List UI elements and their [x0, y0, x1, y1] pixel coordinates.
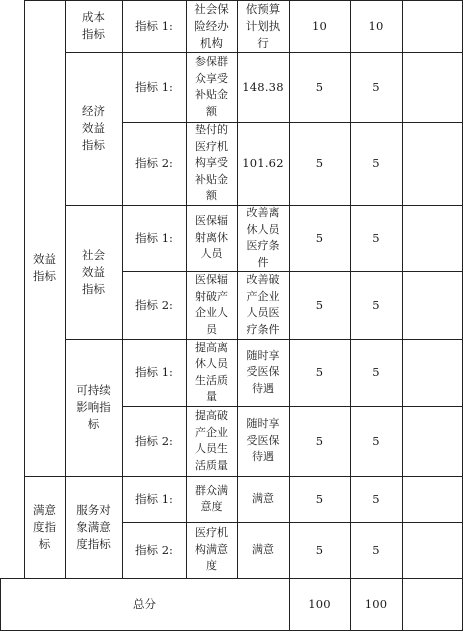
indicator-target: 改善破 产企业 人员医 疗条件 — [246, 273, 280, 336]
indicator-description: 群众满 意度 — [195, 483, 228, 513]
indicator-label: 指标 1: — [135, 18, 173, 33]
indicator-description: 医疗机 构满意 度 — [195, 526, 228, 573]
tier2-cost: 成本 指标 — [82, 10, 105, 41]
indicator-score: 5 — [372, 542, 380, 557]
indicator-weight: 5 — [315, 365, 324, 379]
indicator-label: 指标 2: — [135, 542, 173, 557]
indicator-score: 5 — [372, 230, 380, 245]
indicator-description: 医保辐 射离休 人员 — [195, 214, 228, 261]
indicator-label: 指标 2: — [135, 297, 173, 312]
indicator-target: 随时享 受医保 待遇 — [246, 348, 280, 395]
indicator-target: 改善离 休人员 医疗条 件 — [246, 206, 280, 269]
indicator-weight: 5 — [315, 297, 324, 312]
grid-line — [462, 0, 463, 631]
indicator-target: 依预算 计划执 行 — [245, 1, 281, 50]
tier1-satisfaction: 满意 度指 标 — [33, 502, 56, 551]
indicator-label: 指标 1: — [135, 230, 173, 245]
indicator-target: 101.62 — [242, 156, 284, 170]
indicator-score: 5 — [372, 433, 380, 448]
total-weight: 100 — [308, 596, 331, 611]
total-label: 总分 — [133, 596, 156, 611]
indicator-score: 5 — [372, 156, 380, 170]
indicator-target: 满意 — [252, 542, 274, 556]
indicator-target: 随时享 受医保 待遇 — [246, 417, 280, 464]
indicator-weight: 10 — [311, 18, 328, 33]
indicator-score: 5 — [372, 365, 380, 379]
indicator-label: 指标 1: — [135, 491, 173, 506]
tier2-economic: 经济 效益 指标 — [82, 104, 105, 152]
indicator-target: 148.38 — [242, 79, 284, 94]
tier2-sustainable: 可持续 影响指 标 — [76, 383, 111, 431]
indicator-target: 满意 — [252, 491, 274, 505]
indicator-weight: 5 — [315, 230, 324, 245]
indicator-score: 5 — [372, 297, 380, 312]
indicator-description: 医保辐 射破产 企业人 员 — [195, 273, 228, 336]
indicator-weight: 5 — [315, 433, 324, 448]
indicator-weight: 5 — [315, 79, 324, 94]
grid-line — [402, 0, 403, 631]
indicator-label: 指标 2: — [135, 433, 173, 448]
indicator-description: 参保群 众享受 补贴金 额 — [195, 55, 228, 118]
indicator-label: 指标 2: — [135, 156, 173, 170]
indicator-score: 5 — [372, 79, 380, 94]
indicator-weight: 5 — [315, 156, 324, 170]
indicator-weight: 5 — [315, 491, 324, 506]
indicator-label: 指标 1: — [135, 79, 173, 94]
indicator-label: 指标 1: — [135, 365, 173, 379]
indicator-description: 提高破 产企业 人员生 活质量 — [195, 409, 228, 472]
indicator-score: 5 — [372, 491, 380, 506]
indicator-description: 提高离 休人员 生活质 量 — [195, 340, 228, 403]
tier2-social: 社会 效益 指标 — [82, 247, 105, 296]
total-score: 100 — [364, 596, 388, 611]
tier2-service-satisfaction: 服务对 象满意 度指标 — [76, 502, 111, 551]
indicator-score: 10 — [368, 18, 384, 33]
tier1-benefit: 效益 指标 — [33, 252, 56, 283]
indicator-description: 垫付的 医疗机 构享受 补贴金 额 — [195, 123, 228, 203]
indicator-weight: 5 — [315, 542, 324, 557]
indicator-description: 社会保 险经办 机构 — [194, 1, 229, 50]
